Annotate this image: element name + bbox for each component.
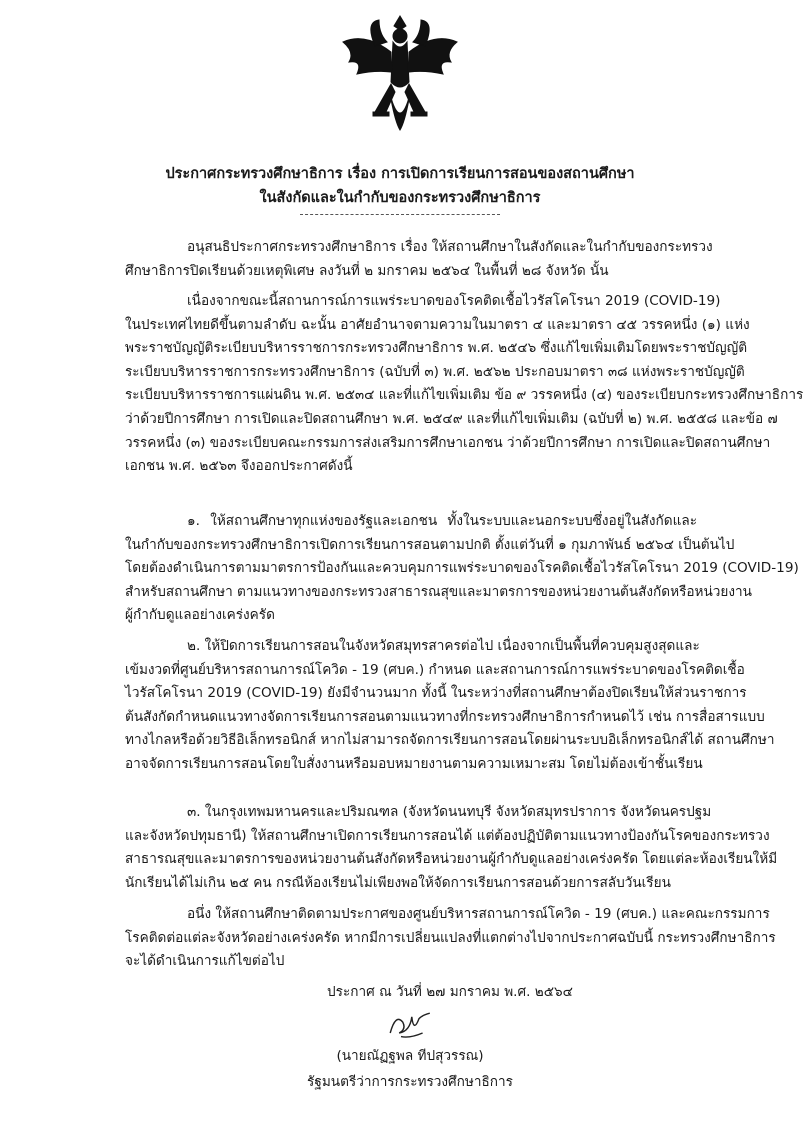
text-line: สาธารณสุขและมาตรการของหน่วยงานต้นสังกัดหรือหน่วยงานผู้กำกับดูแลอย่างเคร่งครัด โดยแต่ละห้องเรียนให้มี bbox=[125, 851, 778, 868]
text-line: โดยต้องดำเนินการตามมาตรการป้องกันและควบคุมการแพร่ระบาดของโรคติดเชื้อไวรัสโคโรนา 2019 (COVID-19) bbox=[125, 560, 799, 577]
text-line: อนึ่ง ให้สถานศึกษาติดตามประกาศของศูนย์บริหารสถานการณ์โควิด - 19 (ศบค.) และคณะกรรมการ bbox=[187, 906, 770, 922]
announcement-title-line-1: ประกาศกระทรวงศึกษาธิการ เรื่อง การเปิดการเรียนการสอนของสถานศึกษา bbox=[165, 166, 635, 182]
text-line: และจังหวัดปทุมธานี) ให้สถานศึกษาเปิดการเรียนการสอนได้ แต่ต้องปฏิบัติตามแนวทางป้องกันโรคของกระทรวง bbox=[125, 827, 770, 844]
text-line: ทางไกลหรือด้วยวิธีอิเล็กทรอนิกส์ หากไม่สามารถจัดการเรียนการสอนโดยผ่านระบบอิเล็กทรอนิกส์ได้ สถานศึกษา bbox=[125, 732, 775, 749]
announcement-title-line-2: ในสังกัดและในกำกับของกระทรวงศึกษาธิการ bbox=[259, 190, 541, 206]
text-line: อาจจัดการเรียนการสอนโดยใบสั่งงานหรือมอบหมายงานตามความเหมาะสม โดยไม่ต้องเข้าชั้นเรียน bbox=[125, 755, 703, 772]
text-line: ๑. ให้สถานศึกษาทุกแห่งของรัฐและเอกชน ทั้งในระบบและนอกระบบซึ่งอยู่ในสังกัดและ bbox=[187, 513, 697, 529]
text-line: นักเรียนได้ไม่เกิน ๒๕ คน กรณีห้องเรียนไม่เพียงพอให้จัดการเรียนการสอนด้วยการสลับวันเรียน bbox=[125, 874, 671, 891]
announcement-date: ประกาศ ณ วันที่ ๒๗ มกราคม พ.ศ. ๒๕๖๔ bbox=[327, 984, 573, 1000]
signatory-position: รัฐมนตรีว่าการกระทรวงศึกษาธิการ bbox=[307, 1074, 513, 1090]
closing-paragraph bbox=[125, 903, 776, 974]
paragraph-reference bbox=[125, 236, 713, 283]
text-line: เอกชน พ.ศ. ๒๕๖๓ จึงออกประกาศดังนี้ bbox=[125, 458, 353, 475]
text-line: ผู้กำกับดูแลอย่างเคร่งครัด bbox=[125, 607, 275, 624]
text-line: พระราชบัญญัติระเบียบบริหารราชการกระทรวงศึกษาธิการ พ.ศ. ๒๕๔๖ ซึ่งแก้ไขเพิ่มเติมโดยพระราชบัญญัติ bbox=[125, 340, 748, 357]
garuda-emblem bbox=[335, 12, 465, 137]
clause-2 bbox=[125, 635, 775, 777]
signatory-name: (นายณัฏฐพล ทีปสุวรรณ) bbox=[336, 1048, 484, 1064]
text-line: ว่าด้วยปีการศึกษา การเปิดและปิดสถานศึกษา พ.ศ. ๒๕๔๙ และที่แก้ไขเพิ่มเติม (ฉบับที่ ๒) พ.ศ. ๒๕๕๘ และข้อ ๗ bbox=[125, 410, 778, 427]
text-line: ศึกษาธิการปิดเรียนด้วยเหตุพิเศษ ลงวันที่ ๒ มกราคม ๒๕๖๔ ในพื้นที่ ๒๘ จังหวัด นั้น bbox=[125, 262, 609, 279]
handwritten-signature bbox=[380, 1006, 440, 1042]
text-line: วรรคหนึ่ง (๓) ของระเบียบคณะกรรมการส่งเสริมการศึกษาเอกชน ว่าด้วยปีการศึกษา การเปิดและปิดสถานศึกษา bbox=[125, 434, 771, 451]
text-line: อนุสนธิประกาศกระทรวงศึกษาธิการ เรื่อง ให้สถานศึกษาในสังกัดและในกำกับของกระทรวง bbox=[187, 239, 713, 255]
text-line: โรคติดต่อแต่ละจังหวัดอย่างเคร่งครัด หากมีการเปลี่ยนแปลงที่แตกต่างไปจากประกาศฉบับนี้ กระทรวงศึกษาธิการ bbox=[125, 929, 776, 946]
text-line: ระเบียบบริหารราชการแผ่นดิน พ.ศ. ๒๕๓๔ และที่แก้ไขเพิ่มเติม ข้อ ๙ วรรคหนึ่ง (๔) ของระเบียบกระทรวงศึกษาธิการ bbox=[125, 387, 803, 404]
text-line: ๓. ในกรุงเทพมหานครและปริมณฑล (จังหวัดนนทบุรี จังหวัดสมุทรปราการ จังหวัดนครปฐม bbox=[187, 804, 712, 820]
text-line: จะได้ดำเนินการแก้ไขต่อไป bbox=[125, 953, 285, 970]
clause-1 bbox=[125, 510, 799, 628]
title-divider bbox=[300, 214, 500, 215]
text-line: ในกำกับของกระทรวงศึกษาธิการเปิดการเรียนการสอนตามปกติ ตั้งแต่วันที่ ๑ กุมภาพันธ์ ๒๕๖๔ เป็นต้นไป bbox=[125, 536, 735, 553]
text-line: เนื่องจากขณะนี้สถานการณ์การแพร่ระบาดของโรคติดเชื้อไวรัสโคโรนา 2019 (COVID-19) bbox=[187, 293, 721, 309]
clause-3 bbox=[125, 801, 778, 895]
paragraph-authority bbox=[125, 290, 803, 479]
text-line: ต้นสังกัดกำหนดแนวทางจัดการเรียนการสอนตามแนวทางที่กระทรวงศึกษาธิการกำหนดไว้ เช่น การสื่อสารแบบ bbox=[125, 708, 765, 725]
text-line: ในประเทศไทยดีขึ้นตามลำดับ ฉะนั้น อาศัยอำนาจตามความในมาตรา ๔ และมาตรา ๔๕ วรรคหนึ่ง (๑) แห่ง bbox=[125, 316, 750, 333]
text-line: เข้มงวดที่ศูนย์บริหารสถานการณ์โควิด - 19 (ศบค.) กำหนด และสถานการณ์การแพร่ระบาดของโรคติดเชื้อ bbox=[125, 661, 745, 678]
text-line: ระเบียบบริหารราชการกระทรวงศึกษาธิการ (ฉบับที่ ๓) พ.ศ. ๒๕๖๒ ประกอบมาตรา ๓๘ แห่งพระราชบัญญัติ bbox=[125, 363, 745, 380]
text-line: สำหรับสถานศึกษา ตามแนวทางของกระทรวงสาธารณสุขและมาตรการของหน่วยงานต้นสังกัดหรือหน่วยงาน bbox=[125, 583, 752, 600]
text-line: ไวรัสโคโรนา 2019 (COVID-19) ยังมีจำนวนมาก ทั้งนี้ ในระหว่างที่สถานศึกษาต้องปิดเรียนให้ส่วนราชการ bbox=[125, 685, 747, 702]
text-line: ๒. ให้ปิดการเรียนการสอนในจังหวัดสมุทรสาครต่อไป เนื่องจากเป็นพื้นที่ควบคุมสูงสุดและ bbox=[187, 638, 700, 654]
